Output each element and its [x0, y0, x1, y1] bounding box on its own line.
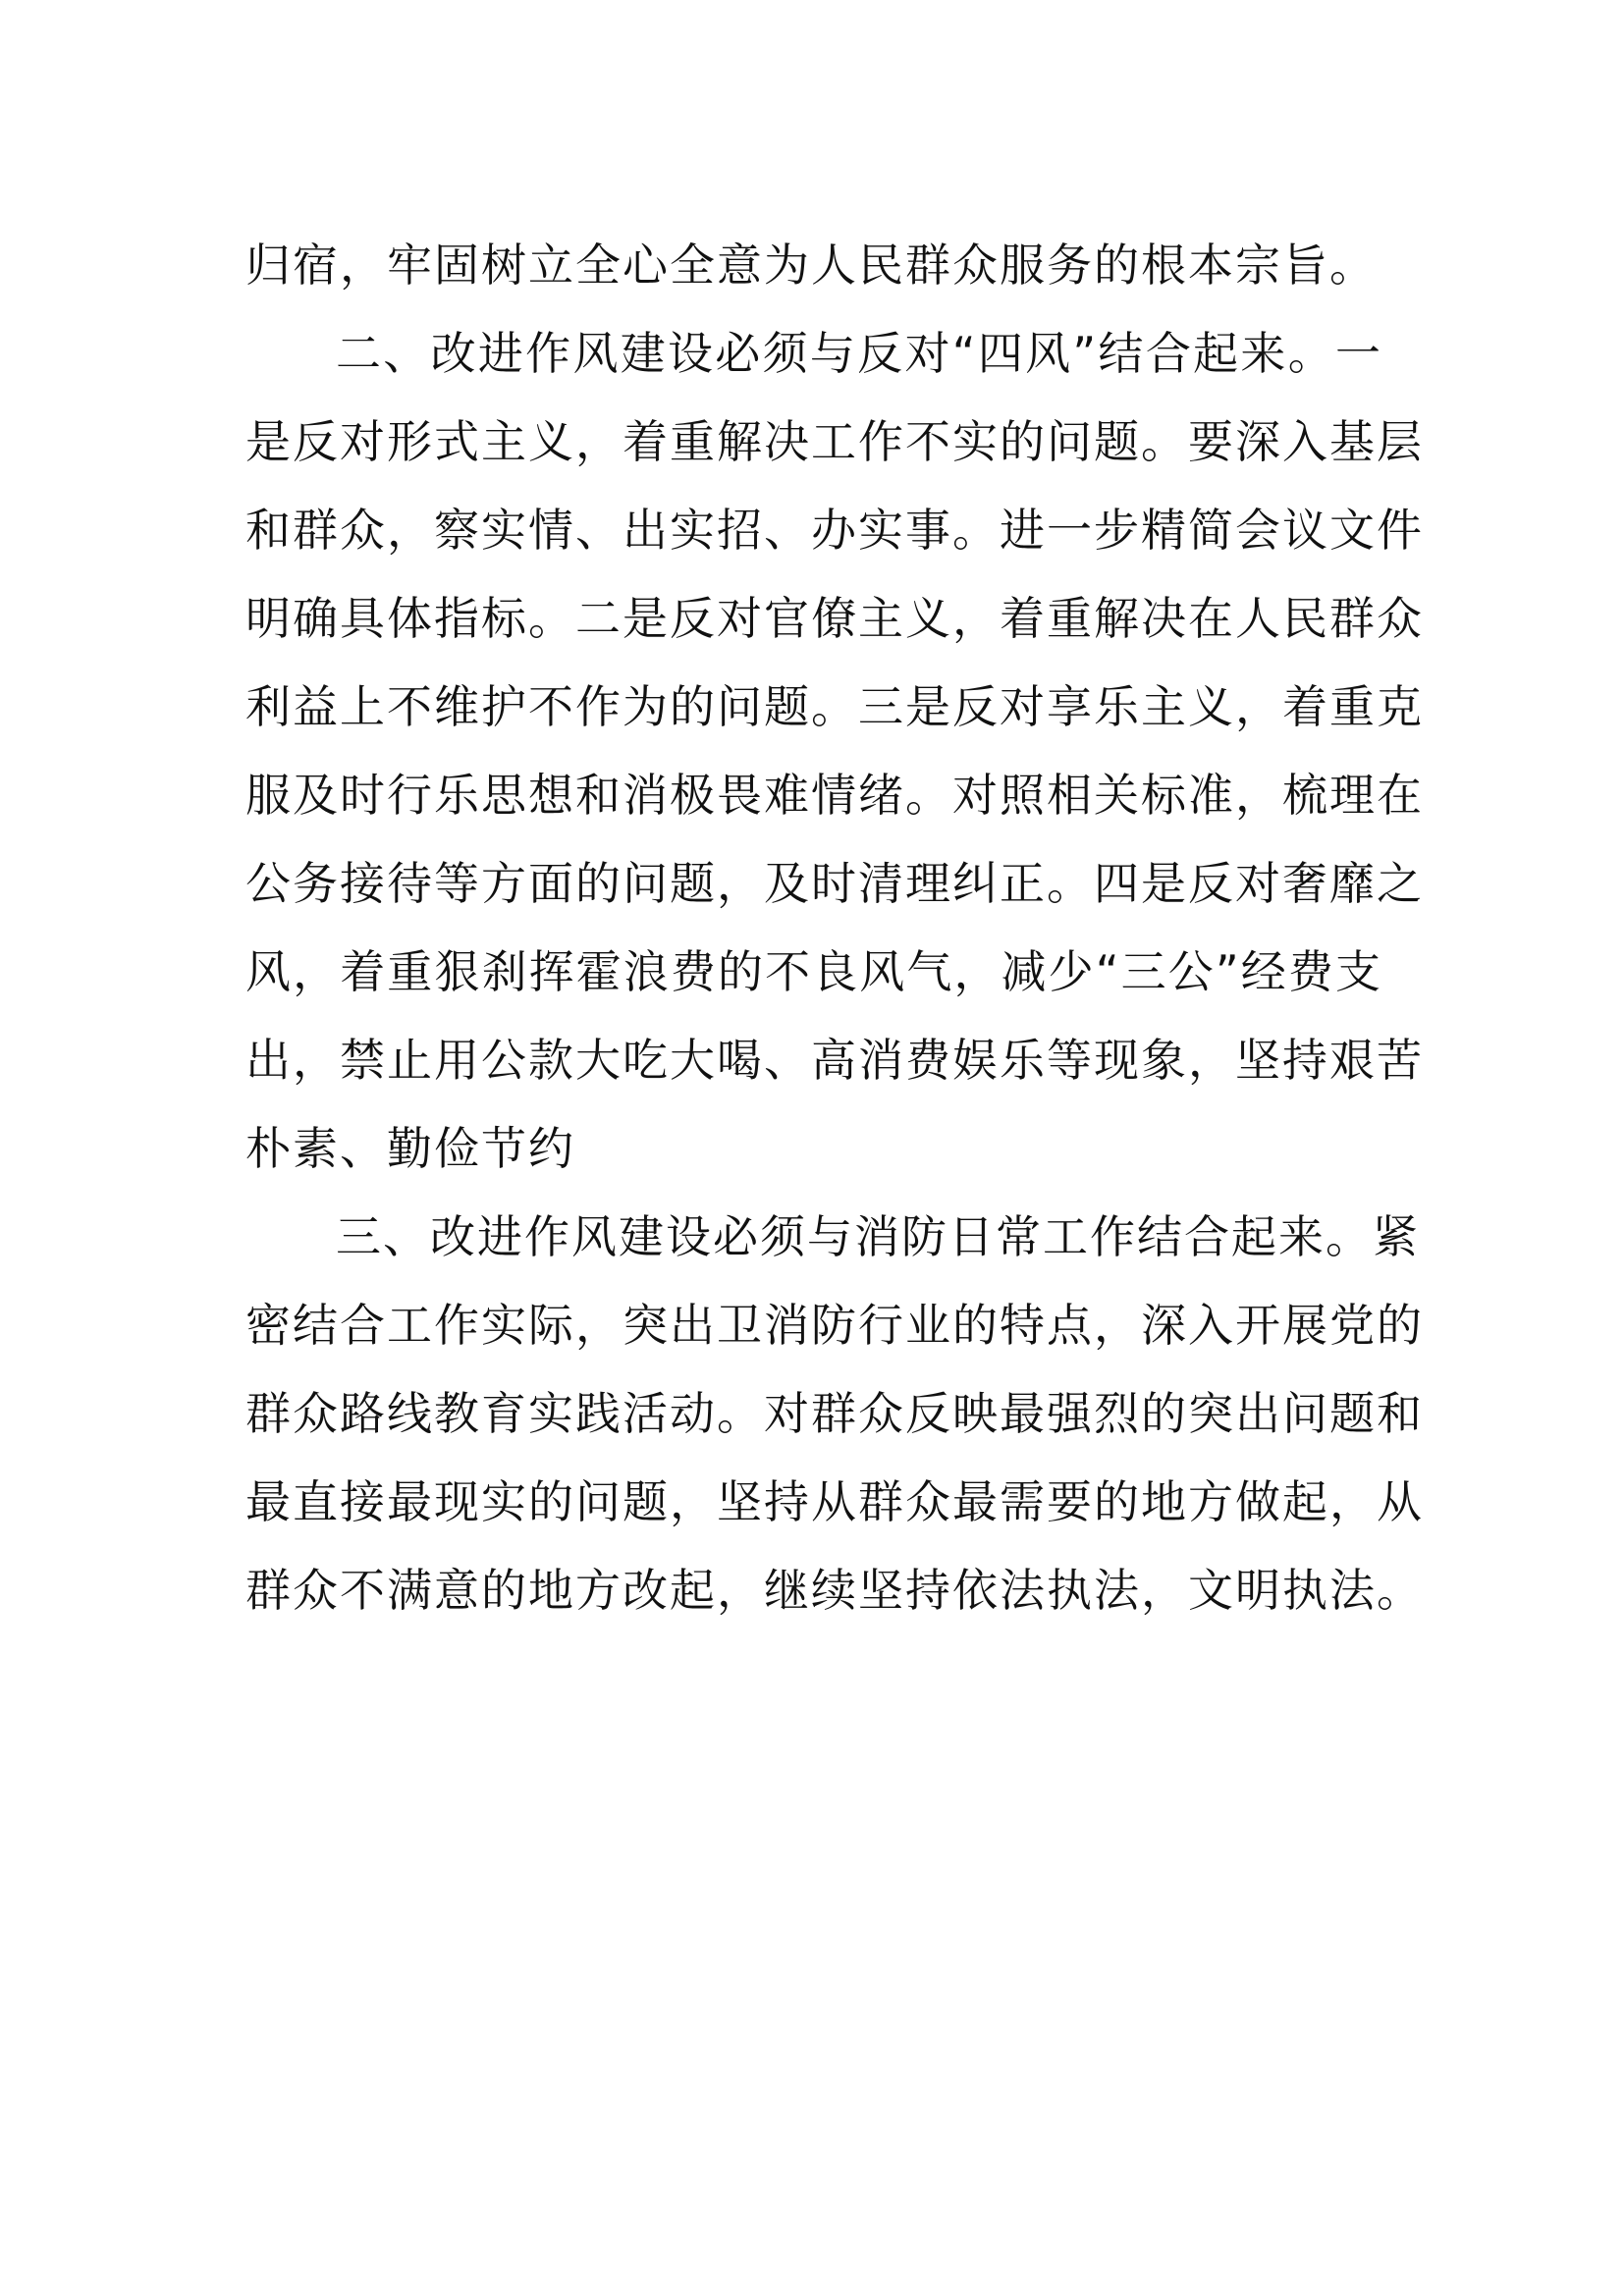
document-body: [245, 221, 1424, 1634]
text-line: 和群众，察实情、出实招、办实事。进一步精简会议文件: [245, 504, 1424, 557]
text-line: 归宿，牢固树立全心全意为人民群众服务的根本宗旨。: [245, 239, 1377, 292]
paragraph-3-first-line: 三、改进作风建设必须与消防日常工作结合起来。紧: [336, 1210, 1420, 1263]
text-line: 朴素、勤俭节约: [245, 1122, 575, 1175]
text-line: 利益上不维护不作为的问题。三是反对享乐主义，着重克: [245, 680, 1424, 733]
text-line: 风，着重狠刹挥霍浪费的不良风气，减少“三公”经费支: [245, 945, 1382, 998]
paragraph-2-first-line: 二、改进作风建设必须与反对“四风”结合起来。一: [336, 327, 1382, 380]
text-line: 最直接最现实的问题，坚持从群众最需要的地方做起，从: [245, 1475, 1424, 1528]
text-line: 明确具体指标。二是反对官僚主义，着重解决在人民群众: [245, 592, 1424, 645]
text-line: 密结合工作实际，突出卫消防行业的特点，深入开展党的: [245, 1299, 1424, 1352]
text-line: 是反对形式主义，着重解决工作不实的问题。要深入基层: [245, 415, 1424, 468]
text-line: 群众路线教育实践活动。对群众反映最强烈的突出问题和: [245, 1387, 1424, 1440]
text-line: 服及时行乐思想和消极畏难情绪。对照相关标准，梳理在: [245, 769, 1424, 822]
text-line: 群众不满意的地方改起，继续坚持依法执法，文明执法。: [245, 1564, 1424, 1617]
text-line: 出，禁止用公款大吃大喝、高消费娱乐等现象，坚持艰苦: [245, 1034, 1424, 1087]
text-line: 公务接待等方面的问题，及时清理纠正。四是反对奢靡之: [245, 857, 1424, 910]
